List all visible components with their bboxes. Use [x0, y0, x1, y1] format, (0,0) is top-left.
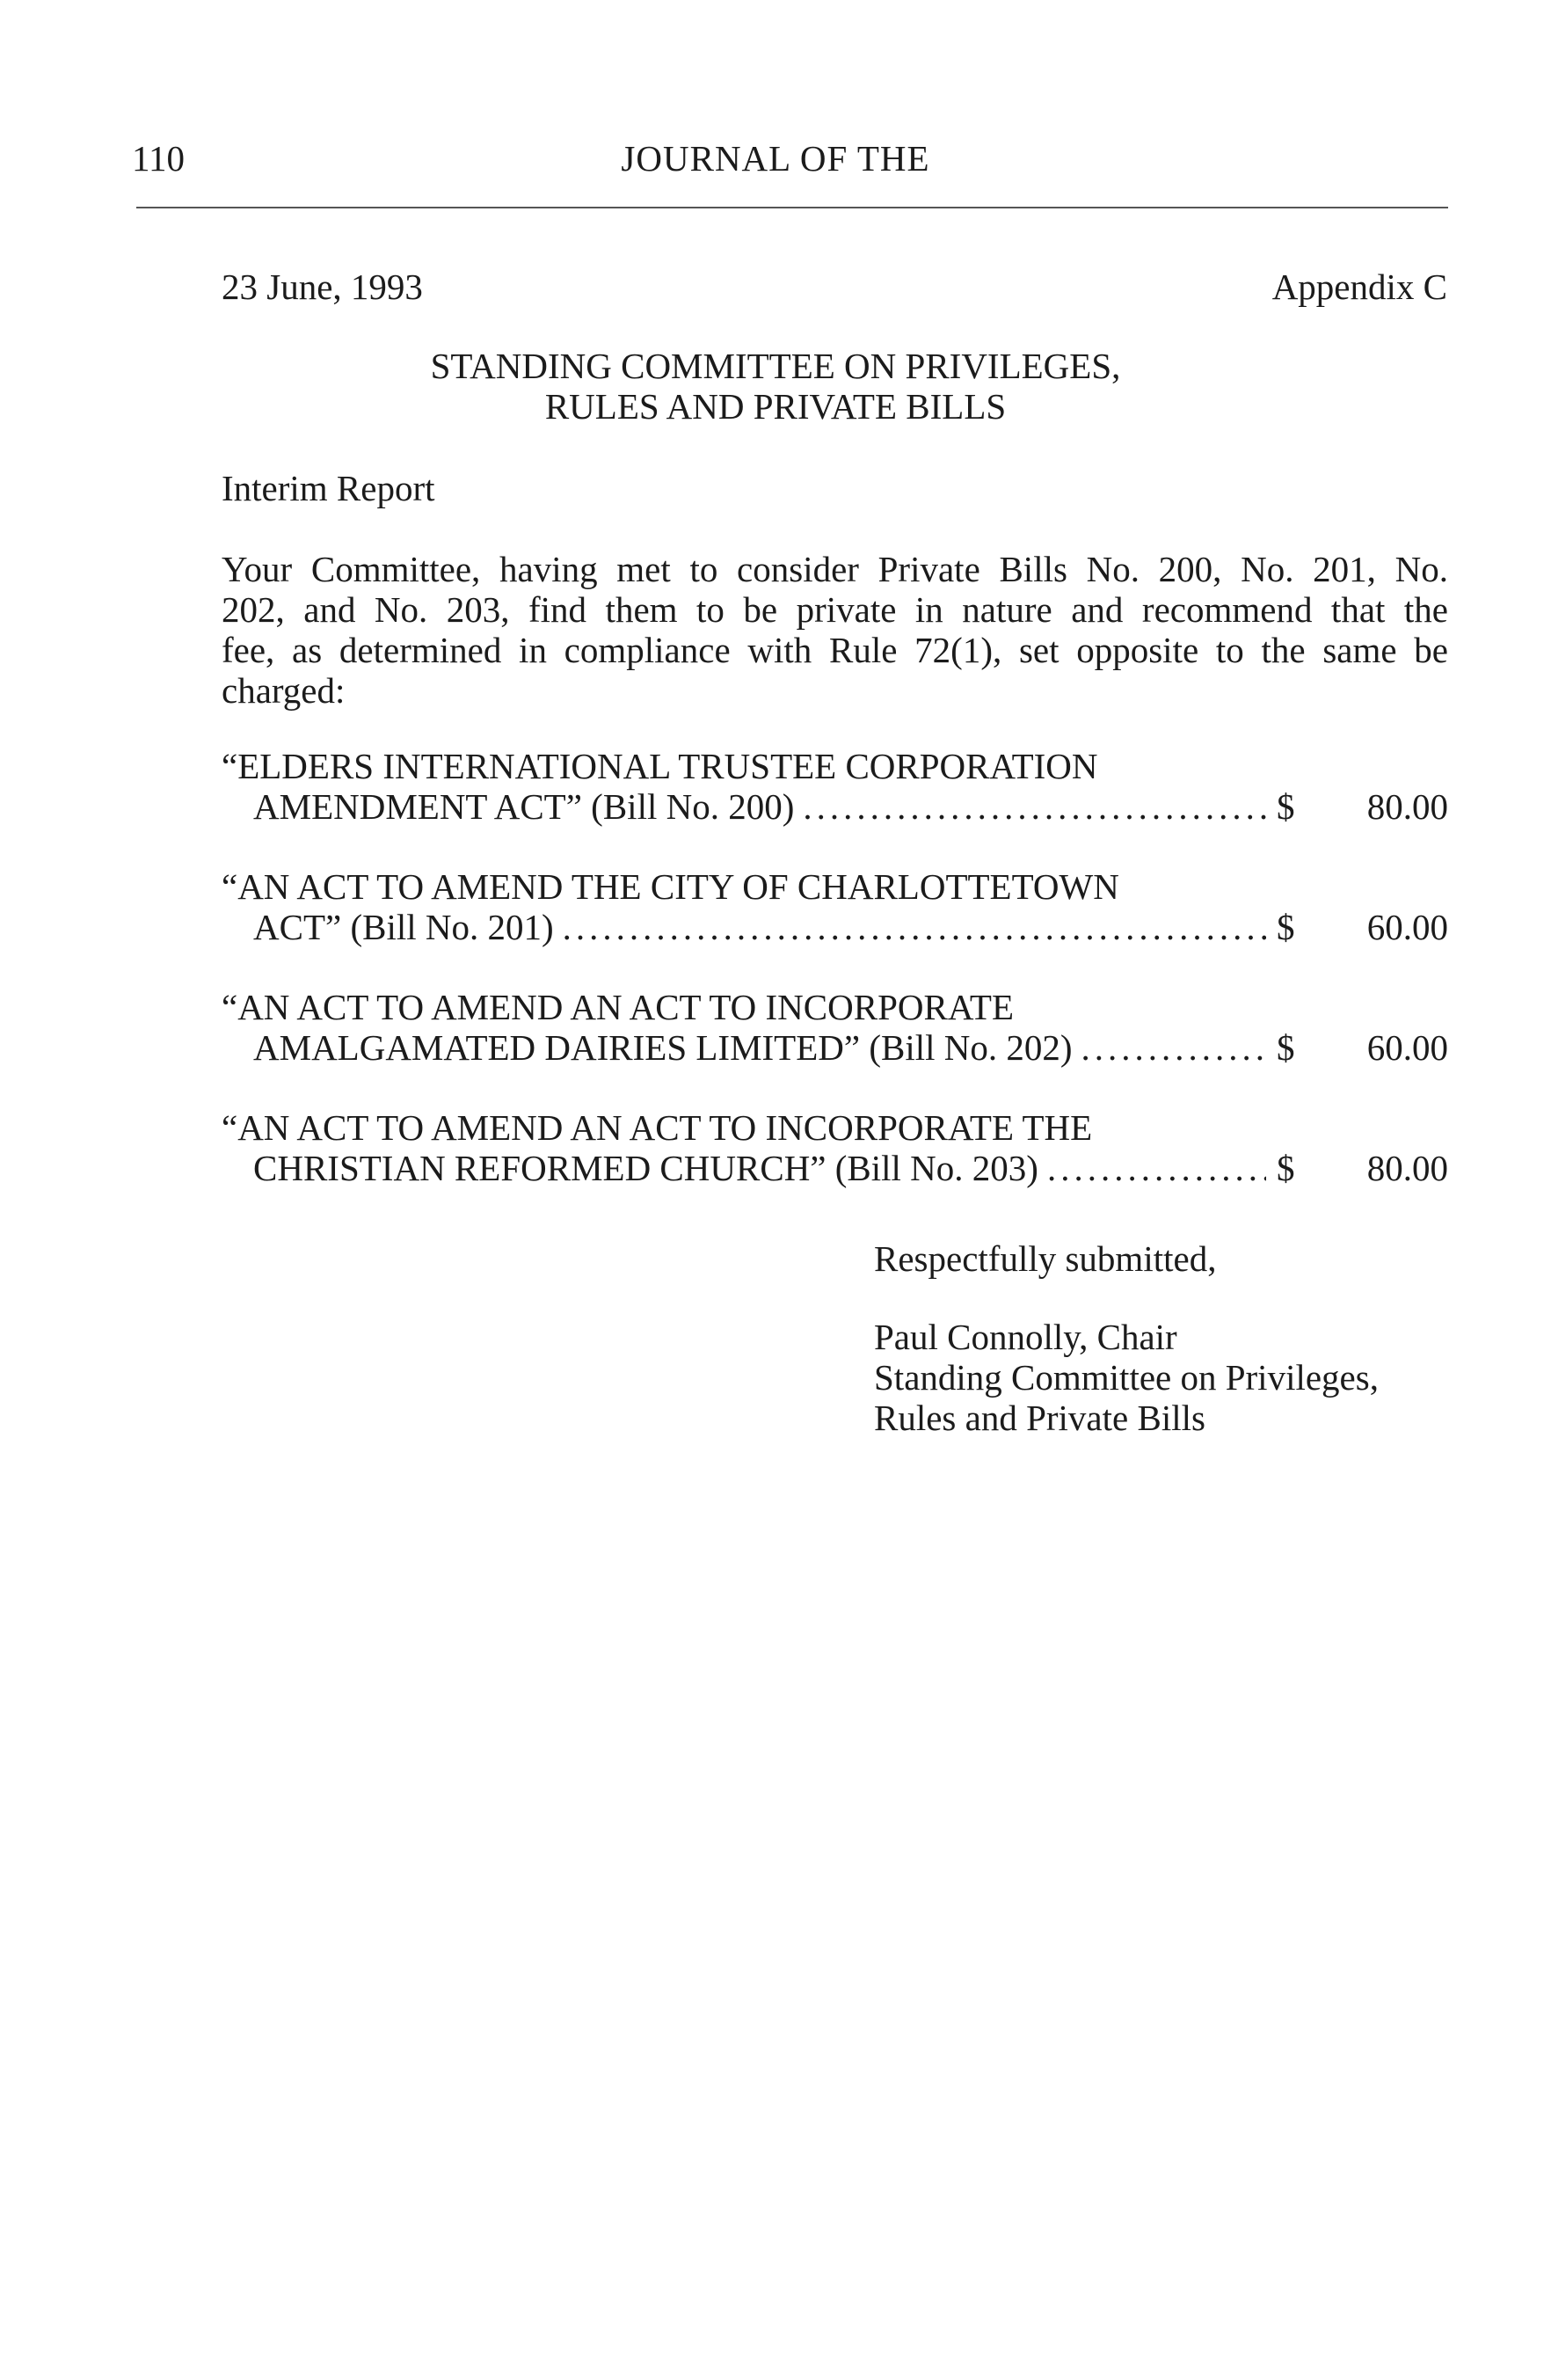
paragraph-line-1: Your Committee, having met to consider Private Bills No. 200, No. 201, No. [222, 549, 1448, 589]
dot-leader [563, 907, 1266, 947]
report-paragraph [222, 549, 1448, 711]
bill-title-line-1: “AN ACT TO AMEND THE CITY OF CHARLOTTETOWN [222, 866, 1119, 907]
paragraph-line-2: 202, and No. 203, find them to be private in nature and recommend that the [222, 589, 1448, 630]
bill-title-line-2: ACT” (Bill No. 201) [253, 907, 554, 947]
signatory-name: Paul Connolly, Chair [874, 1317, 1177, 1357]
dot-leader [1081, 1027, 1266, 1068]
report-date: 23 June, 1993 [222, 266, 423, 307]
bill-row [222, 1027, 1448, 1068]
paragraph-line-4: charged: [222, 670, 346, 711]
bill-row [222, 1148, 1448, 1188]
bill-entry [222, 746, 1448, 827]
bill-title-line-1: “AN ACT TO AMEND AN ACT TO INCORPORATE THE [222, 1107, 1093, 1148]
bill-row [222, 907, 1448, 947]
appendix-label: Appendix C [1271, 266, 1447, 307]
bill-title-line-2: AMALGAMATED DAIRIES LIMITED” (Bill No. 202) [253, 1027, 1073, 1068]
currency-symbol: $ [1277, 786, 1295, 827]
bill-fee: 80.00 [1366, 786, 1448, 827]
closing-line: Respectfully submitted, [874, 1238, 1217, 1279]
header-rule [136, 207, 1448, 208]
page-number: 110 [132, 138, 185, 179]
currency-symbol: $ [1277, 1148, 1295, 1188]
bill-fee: 60.00 [1366, 907, 1448, 947]
bill-fee: 80.00 [1366, 1148, 1448, 1188]
dot-leader [803, 786, 1266, 827]
currency-symbol: $ [1277, 907, 1295, 947]
dot-leader [1047, 1148, 1266, 1188]
committee-heading [0, 346, 1551, 427]
bill-title-line-2: AMENDMENT ACT” (Bill No. 200) [253, 786, 795, 827]
committee-heading-line-2: RULES AND PRIVATE BILLS [544, 386, 1007, 427]
bill-title-line-1: “AN ACT TO AMEND AN ACT TO INCORPORATE [222, 987, 1014, 1027]
bill-row [222, 786, 1448, 827]
bill-title-line-1: “ELDERS INTERNATIONAL TRUSTEE CORPORATION [222, 746, 1098, 786]
signatory-title-line-2: Rules and Private Bills [874, 1398, 1205, 1438]
bill-entry [222, 987, 1448, 1068]
bill-entry [222, 1107, 1448, 1188]
paragraph-line-3: fee, as determined in compliance with Rule 72(1), set opposite to the same be [222, 630, 1448, 670]
signatory-title-line-1: Standing Committee on Privileges, [874, 1357, 1379, 1398]
currency-symbol: $ [1277, 1027, 1295, 1068]
committee-heading-line-1: STANDING COMMITTEE ON PRIVILEGES, [430, 346, 1121, 386]
bill-title-line-2: CHRISTIAN REFORMED CHURCH” (Bill No. 203) [253, 1148, 1038, 1188]
running-title: JOURNAL OF THE [621, 138, 930, 179]
bill-entry [222, 866, 1448, 947]
bill-fee: 60.00 [1366, 1027, 1448, 1068]
report-subtitle: Interim Report [222, 468, 435, 508]
